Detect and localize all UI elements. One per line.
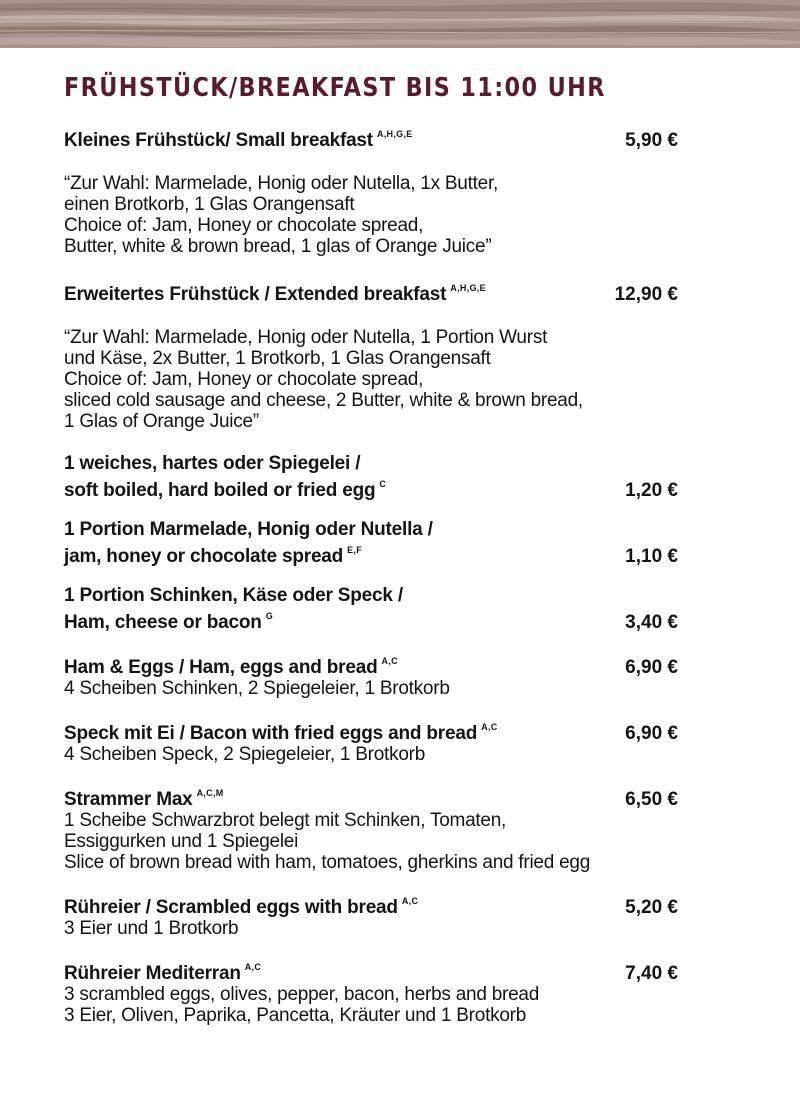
- allergen-codes: C: [379, 479, 387, 489]
- item-price: 6,90 €: [625, 657, 678, 678]
- description-line: einen Brotkorb, 1 Glas Orangensaft: [64, 194, 355, 215]
- item-header: [64, 717, 690, 744]
- item-price: 5,90 €: [625, 130, 678, 151]
- item-description: [64, 744, 690, 765]
- description-line: 4 Scheiben Schinken, 2 Spiegeleier, 1 Brotkorb: [64, 678, 450, 699]
- item-header: [64, 585, 690, 633]
- allergen-codes: G: [265, 611, 274, 621]
- menu-item-ham-cheese-portion: [64, 585, 690, 633]
- item-name: Strammer Max $^{A,C,M}$: [64, 788, 224, 810]
- menu-item-egg: [64, 453, 690, 501]
- description-line: “Zur Wahl: Marmelade, Honig oder Nutella, 1x Butter,: [64, 173, 499, 194]
- description-line: sliced cold sausage and cheese, 2 Butter, white & brown bread,: [64, 390, 583, 411]
- item-price: 3,40 €: [625, 612, 678, 633]
- item-name: Ham & Eggs / Ham, eggs and bread $^{A,C}$: [64, 656, 398, 678]
- item-price: 7,40 €: [625, 963, 678, 984]
- menu-title: FRÜHSTÜCK/BREAKFAST BIS 11:00 UHR: [64, 73, 606, 103]
- menu-item-jam-portion: [64, 519, 690, 567]
- item-header: [64, 278, 690, 305]
- item-name-line: 1 Portion Marmelade, Honig oder Nutella /: [64, 519, 433, 540]
- item-name-line: jam, honey or chocolate spread $^{E,F}$: [64, 545, 362, 567]
- item-description: [64, 984, 690, 1026]
- allergen-codes: A,C: [401, 896, 419, 906]
- description-line: 3 Eier und 1 Brotkorb: [64, 918, 239, 939]
- item-price: 1,20 €: [625, 480, 678, 501]
- description-line: 1 Glas of Orange Juice”: [64, 411, 259, 432]
- item-header: [64, 783, 690, 810]
- menu-item-small-breakfast: [64, 124, 690, 257]
- allergen-codes: A,C: [481, 722, 498, 732]
- item-description: [64, 327, 690, 432]
- description-line: “Zur Wahl: Marmelade, Honig oder Nutella, 1 Portion Wurst: [64, 327, 548, 348]
- item-name: Erweitertes Frühstück / Extended breakfast $^{A,H,G,E}$: [64, 283, 486, 305]
- allergen-codes: A,H,G,E: [376, 129, 413, 139]
- description-line: 1 Scheibe Schwarzbrot belegt mit Schinken, Tomaten,: [64, 810, 507, 831]
- item-description: [64, 810, 690, 873]
- allergen-codes: A,H,G,E: [450, 283, 486, 293]
- item-description: [64, 918, 690, 939]
- description-line: und Käse, 2x Butter, 1 Brotkorb, 1 Glas Orangensaft: [64, 348, 491, 369]
- item-name-line: 1 Portion Schinken, Käse oder Speck /: [64, 585, 403, 606]
- item-price: 1,10 €: [625, 546, 678, 567]
- item-header: [64, 519, 690, 567]
- item-name: Speck mit Ei / Bacon with fried eggs and bread $^{A,C}$: [64, 722, 498, 744]
- description-line: Choice of: Jam, Honey or chocolate spread,: [64, 215, 424, 236]
- description-line: 4 Scheiben Speck, 2 Spiegeleier, 1 Brotkorb: [64, 744, 426, 765]
- description-line: Essiggurken und 1 Spiegelei: [64, 831, 299, 852]
- item-description: [64, 678, 690, 699]
- description-line: Slice of brown bread with ham, tomatoes, gherkins and fried egg: [64, 852, 591, 873]
- item-name-line: soft boiled, hard boiled or fried egg $^C$: [64, 479, 387, 501]
- item-price: 6,90 €: [625, 723, 678, 744]
- item-header: [64, 453, 690, 501]
- allergen-codes: A,C: [381, 656, 398, 666]
- wood-grain-graphic: [0, 0, 800, 48]
- item-price: 12,90 €: [614, 284, 678, 305]
- description-line: Butter, white & brown bread, 1 glas of Orange Juice”: [64, 236, 492, 257]
- item-header: [64, 891, 690, 918]
- menu-item-bacon-and-eggs: [64, 717, 690, 765]
- description-line: 3 scrambled eggs, olives, pepper, bacon, herbs and bread: [64, 984, 540, 1005]
- item-name: Rühreier / Scrambled eggs with bread $^{A,C}$: [64, 896, 419, 918]
- menu-item-extended-breakfast: [64, 278, 690, 432]
- menu-item-strammer-max: [64, 783, 690, 873]
- item-price: 6,50 €: [625, 789, 678, 810]
- description-line: 3 Eier, Oliven, Paprika, Pancetta, Kräuter und 1 Brotkorb: [64, 1005, 527, 1026]
- wood-texture-banner: [0, 0, 800, 48]
- menu-item-scrambled-eggs: [64, 891, 690, 939]
- allergen-codes: A,C,M: [196, 788, 224, 798]
- menu-item-scrambled-eggs-mediterran: [64, 957, 690, 1026]
- item-header: [64, 957, 690, 984]
- menu-item-list: [64, 124, 690, 1026]
- item-header: [64, 124, 690, 151]
- item-name-line: Ham, cheese or bacon $^G$: [64, 611, 274, 633]
- item-name: Rühreier Mediterran $^{A,C}$: [64, 962, 262, 984]
- item-price: 5,20 €: [625, 897, 678, 918]
- item-name: Kleines Frühstück/ Small breakfast $^{A,H,G,E}$: [64, 129, 413, 151]
- breakfast-menu: [64, 72, 690, 1044]
- menu-item-ham-and-eggs: [64, 651, 690, 699]
- item-header: [64, 651, 690, 678]
- allergen-codes: A,C: [244, 962, 262, 972]
- description-line: Choice of: Jam, Honey or chocolate spread,: [64, 369, 424, 390]
- item-description: [64, 173, 690, 257]
- item-name-line: 1 weiches, hartes oder Spiegelei /: [64, 453, 361, 474]
- allergen-codes: E,F: [347, 545, 362, 555]
